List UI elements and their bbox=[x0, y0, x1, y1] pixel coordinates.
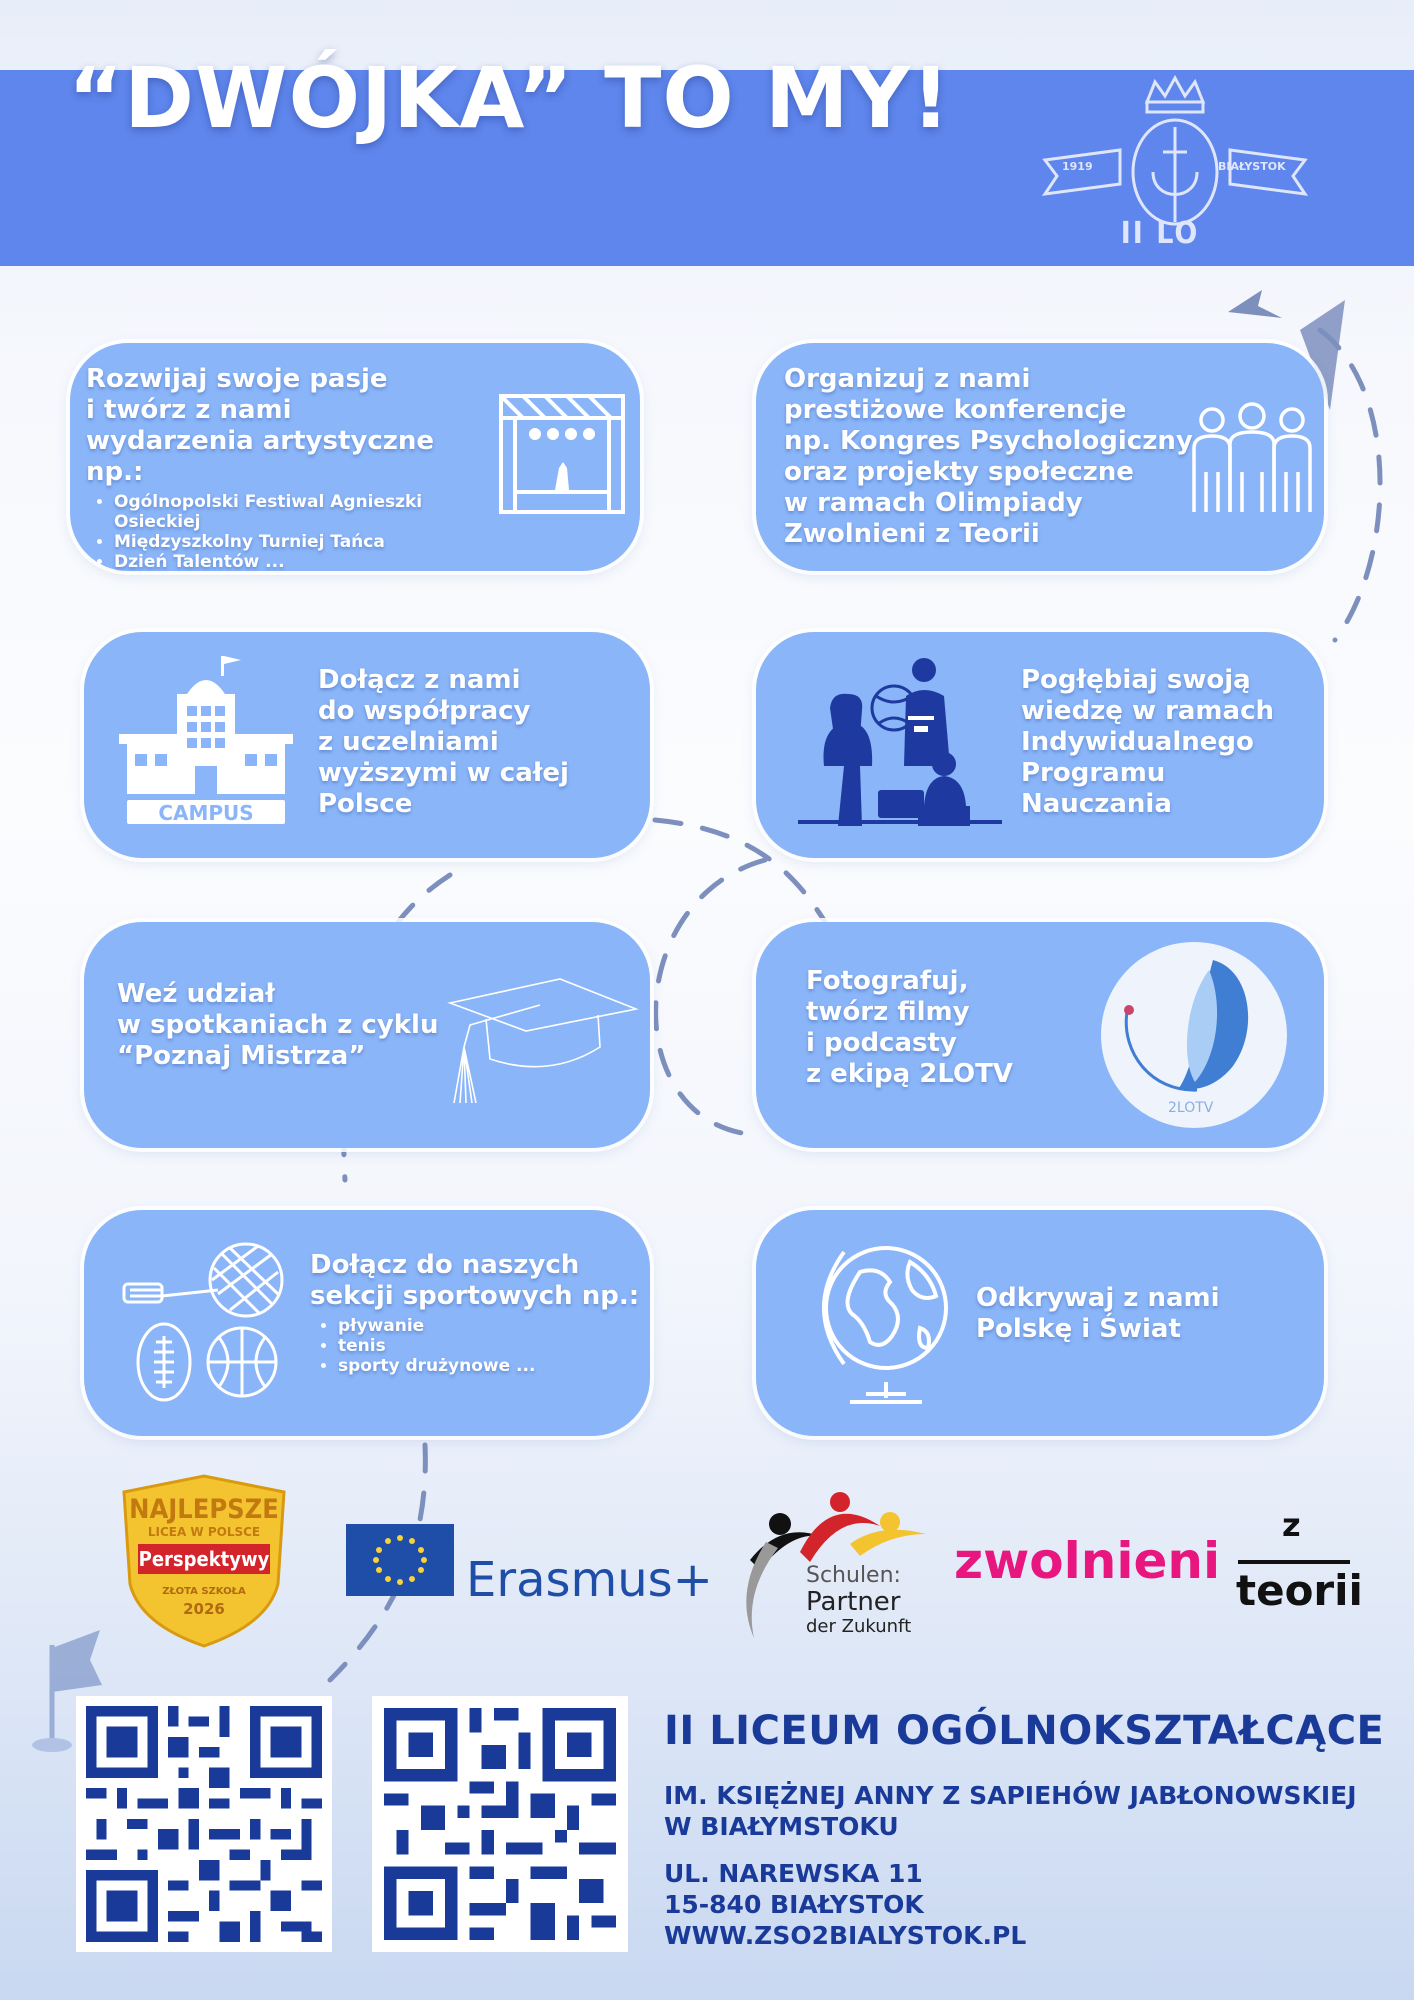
card-line: np. Kongres Psychologiczny bbox=[784, 426, 1193, 456]
card-line: “Poznaj Mistrza” bbox=[117, 1041, 366, 1071]
schulen-partner-logo-icon bbox=[730, 1482, 930, 1642]
card-line: Pogłębiaj swoją bbox=[1021, 665, 1251, 695]
card-line: prestiżowe konferencje bbox=[784, 395, 1127, 425]
card-line: Polskę i Świat bbox=[976, 1314, 1181, 1344]
graduation-cap-icon bbox=[440, 975, 640, 1105]
list-item: • Dzień Talentów ... bbox=[114, 552, 434, 572]
school-website-link[interactable]: WWW.ZSO2BIALYSTOK.PL bbox=[664, 1921, 1027, 1950]
people-icon bbox=[1190, 402, 1314, 516]
card-line: i twórz z nami bbox=[86, 395, 292, 425]
card-line: sekcji sportowych np.: bbox=[310, 1281, 640, 1311]
card-line: Odkrywaj z nami bbox=[976, 1283, 1220, 1313]
campus-icon bbox=[117, 654, 295, 826]
school-patron-line1: IM. KSIĘŻNEJ ANNY Z SAPIEHÓW JABŁONOWSKIEJ bbox=[664, 1781, 1357, 1810]
perspektywy-badge-icon bbox=[118, 1474, 290, 1650]
list-item: • sporty drużynowe ... bbox=[338, 1356, 640, 1376]
globe-icon bbox=[800, 1232, 956, 1408]
card-line: oraz projekty społeczne bbox=[784, 457, 1134, 487]
card-line: do współpracy bbox=[318, 696, 531, 726]
students-globe-icon bbox=[794, 656, 1006, 828]
card-line: Dołącz z nami bbox=[318, 665, 521, 695]
2lotv-label: 2LOTV bbox=[1168, 1100, 1214, 1116]
qr-code-2[interactable] bbox=[372, 1696, 628, 1952]
campus-label: CAMPUS bbox=[158, 801, 254, 825]
emblem-year: 1919 bbox=[1062, 160, 1093, 173]
school-city: 15-840 BIAŁYSTOK bbox=[664, 1890, 924, 1919]
erasmus-label: Erasmus+ bbox=[466, 1552, 713, 1608]
card-line: z ekipą 2LOTV bbox=[806, 1059, 1013, 1089]
card-line: Weź udział bbox=[117, 979, 275, 1009]
zwolnieni-logo-z: z bbox=[1282, 1506, 1301, 1544]
card-line: twórz filmy bbox=[806, 997, 970, 1027]
list-item: • Międzyszkolny Turniej Tańca bbox=[114, 532, 434, 552]
qr-code-1[interactable] bbox=[76, 1696, 332, 1952]
stage-icon bbox=[497, 392, 627, 516]
school-street: UL. NAREWSKA 11 bbox=[664, 1859, 923, 1888]
card-line: wyższymi w całej bbox=[318, 758, 569, 788]
badge-brand: Perspektywy bbox=[138, 1547, 270, 1571]
card-line: Programu bbox=[1021, 758, 1166, 788]
badge-year: 2026 bbox=[183, 1600, 225, 1618]
card-bullet-list bbox=[310, 1316, 640, 1376]
card-line: wydarzenia artystyczne np.: bbox=[86, 426, 435, 487]
school-patron-line2: W BIAŁYMSTOKU bbox=[664, 1812, 899, 1841]
qr-code-1-pattern bbox=[76, 1696, 332, 1952]
card-line: Organizuj z nami bbox=[784, 364, 1031, 394]
zwolnieni-logo-teorii: teorii bbox=[1236, 1566, 1363, 1615]
emblem-label: II LO bbox=[1120, 216, 1200, 251]
emblem-city: BIAŁYSTOK bbox=[1218, 160, 1286, 173]
card-line: Polsce bbox=[318, 789, 413, 819]
card-line: Indywidualnego bbox=[1021, 727, 1254, 757]
list-item: • tenis bbox=[338, 1336, 640, 1356]
card-line: i podcasty bbox=[806, 1028, 957, 1058]
card-line: Rozwijaj swoje pasje bbox=[86, 364, 388, 394]
page-title: “DWÓJKA” TO MY! bbox=[68, 49, 951, 147]
card-line: z uczelniami bbox=[318, 727, 499, 757]
badge-title: NAJLEPSZE bbox=[129, 1494, 279, 1525]
card-bullet-list bbox=[86, 492, 434, 572]
zwolnieni-logo-word: zwolnieni bbox=[954, 1532, 1221, 1590]
card-line: wiedzę w ramach bbox=[1021, 696, 1274, 726]
card-line: Fotografuj, bbox=[806, 966, 969, 996]
list-item: • pływanie bbox=[338, 1316, 640, 1336]
zwolnieni-logo-divider bbox=[1238, 1560, 1350, 1564]
card-line: Nauczania bbox=[1021, 789, 1172, 819]
schulen-line1: Schulen: bbox=[806, 1563, 901, 1588]
list-item: • Ogólnopolski Festiwal Agnieszki Osieckiej bbox=[114, 492, 434, 532]
schulen-line2: Partner bbox=[806, 1587, 901, 1617]
card-line: w ramach Olimpiady bbox=[784, 488, 1083, 518]
card-line: Dołącz do naszych bbox=[310, 1250, 580, 1280]
sports-balls-icon bbox=[122, 1240, 290, 1402]
card-line: Zwolnieni z Teorii bbox=[784, 519, 1040, 549]
schulen-line3: der Zukunft bbox=[806, 1616, 912, 1637]
card-line: w spotkaniach z cyklu bbox=[117, 1010, 439, 1040]
badge-award: ZŁOTA SZKOŁA bbox=[162, 1586, 246, 1597]
qr-code-2-pattern bbox=[372, 1696, 628, 1952]
badge-subtitle: LICEA W POLSCE bbox=[147, 1525, 261, 1539]
eu-flag-icon bbox=[346, 1524, 454, 1596]
school-name: II LICEUM OGÓLNOKSZTAŁCĄCE bbox=[664, 1708, 1385, 1754]
